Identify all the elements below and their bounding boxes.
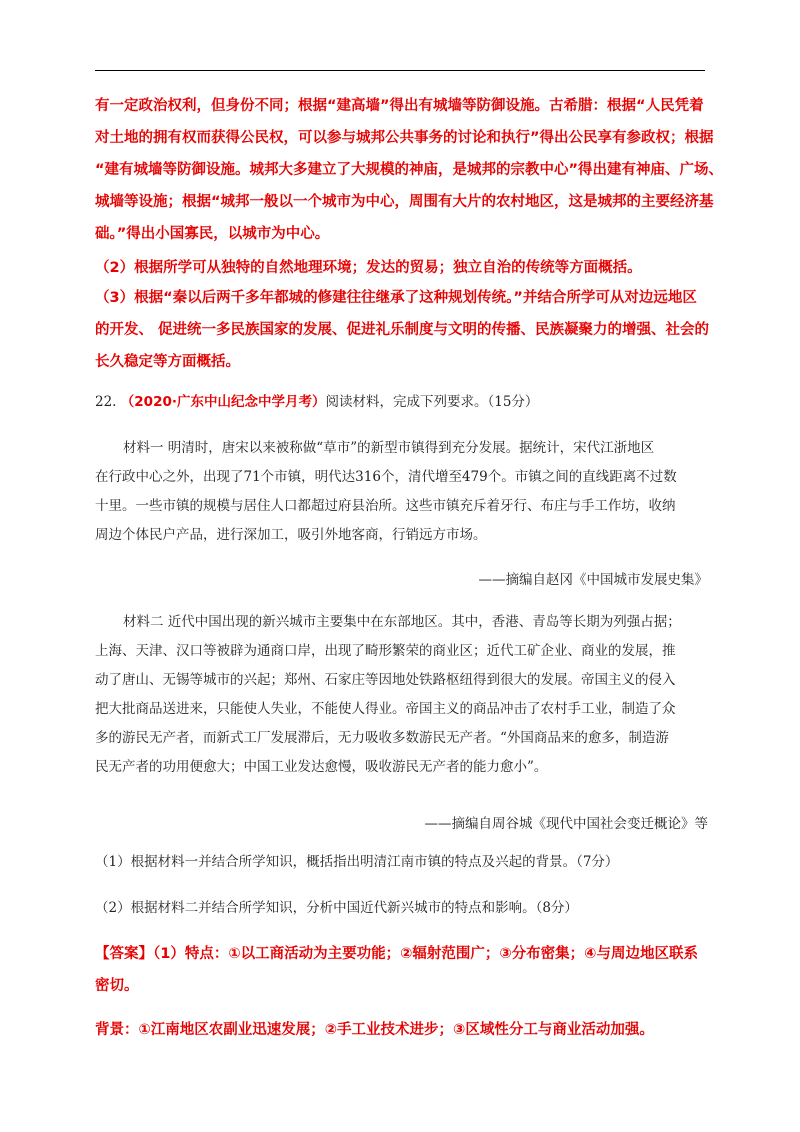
answer-point-3: （3）根据“秦以后两千多年都城的修建往往继承了这种规划传统。”并结合所学可从对边远地区 (95, 290, 697, 306)
answer-point-3: 的开发、 促进统一多民族国家的发展、促进礼乐制度与文明的传播、民族凝聚力的增强、社会的 (95, 322, 710, 338)
material-line: 十里。一些市镇的规模与居住人口都超过府县治所。这些市镇充斥着牙行、布庄与手工作坊，收纳 (95, 498, 676, 514)
sub-question-2: （2）根据材料二并结合所学知识，分析中国近代新兴城市的特点和影响。（8分） (95, 900, 578, 916)
question-prompt: 阅读材料，完成下列要求。（15分） (325, 394, 539, 410)
material-line: 上海、天津、汉口等被辟为通商口岸，出现了畸形繁荣的商业区；近代工矿企业、商业的发展，推 (95, 643, 676, 659)
answer-line: 础。”得出小国寡民，以城市为中心。 (95, 226, 330, 242)
material-source: ——摘编自周谷城《现代中国社会变迁概论》等 (424, 816, 708, 832)
answer-point-3: 长久稳定等方面概括。 (95, 354, 240, 370)
header-rule (95, 70, 705, 71)
answer-line: 有一定政治权利，但身份不同；根据“建高墙”得出有城墙等防御设施。古希腊：根据“人民凭着 (95, 98, 704, 114)
answer-point-2: （2）根据所学可从独特的自然地理环境；发达的贸易；独立自治的传统等方面概括。 (95, 260, 642, 276)
question-source-tag: （2020·广东中山纪念中学月考） (120, 394, 326, 410)
material-line: 周边个体民户产品，进行深加工，吸引外地客商，行销远方市场。 (95, 527, 487, 543)
answer-line: 对土地的拥有权而获得公民权，可以参与城邦公共事务的讨论和执行”得出公民享有参政权；根据 (95, 130, 714, 146)
material-source: ——摘编自赵冈《中国城市发展史集》 (478, 572, 708, 588)
question-number: 22. (95, 394, 117, 410)
material-line: 把大批商品送进来，只能使人失业，不能使人得业。帝国主义的商品冲击了农村手工业，制造了众 (95, 701, 676, 717)
answer-line: 【答案】（1）特点：①以工商活动为主要功能；②辐射范围广；③分布密集；④与周边地区联系 (95, 946, 698, 962)
sub-question-1: （1）根据材料一并结合所学知识，概括指出明清江南市镇的特点及兴起的背景。（7分） (95, 854, 619, 870)
material-line: 在行政中心之外，出现了71个市镇，明代达316个，清代增至479个。市镇之间的直线距离不过数 (95, 469, 677, 485)
material-line: 材料二 近代中国出现的新兴城市主要集中在东部地区。其中，香港、青岛等长期为列强占据； (123, 614, 681, 630)
answer-background: 背景：①江南地区农副业迅速发展；②手工业技术进步；③区域性分工与商业活动加强。 (95, 1022, 654, 1038)
question-header (95, 392, 538, 412)
answer-line: “建有城墙等防御设施。城邦大多建立了大规模的神庙，是城邦的宗教中心”得出建有神庙、广场、 (95, 162, 724, 178)
material-line: 动了唐山、无锡等城市的兴起；郑州、石家庄等因地处铁路枢纽得到很大的发展。帝国主义的侵入 (95, 672, 676, 688)
material-line: 材料一 明清时，唐宋以来被称做“草市”的新型市镇得到充分发展。据统计，宋代江浙地区 (123, 440, 655, 456)
material-line: 民无产者的功用便愈大；中国工业发达愈慢，吸收游民无产者的能力愈小”。 (95, 759, 548, 775)
answer-line: 密切。 (95, 978, 139, 994)
answer-line: 城墙等设施；根据“城邦一般以一个城市为中心，周围有大片的农村地区，这是城邦的主要经济基 (95, 194, 714, 210)
material-line: 多的游民无产者，而新式工厂发展滞后，无力吸收多数游民无产者。“外国商品来的愈多，制造游 (95, 730, 669, 746)
